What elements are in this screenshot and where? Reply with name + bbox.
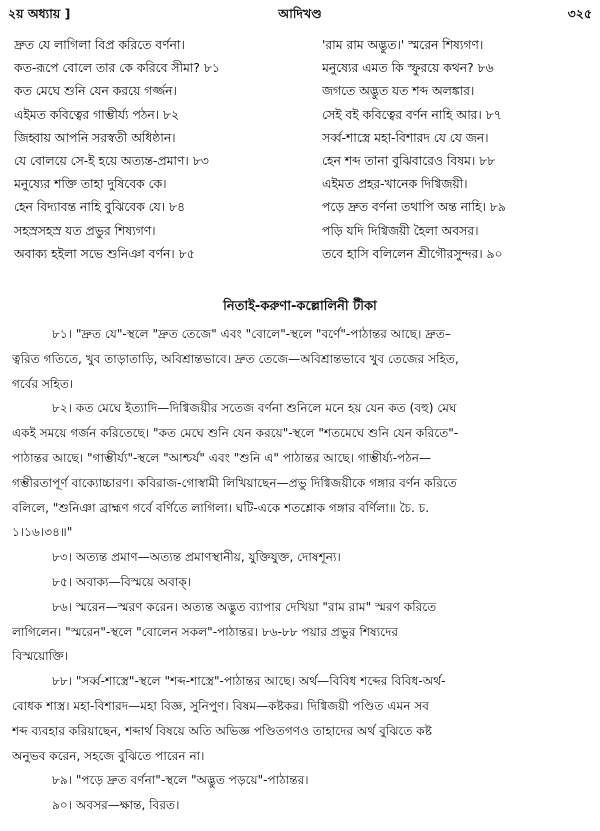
verse-line: যে বোলয়ে সে-ই হয়ে অত্যন্ত-প্রমাণ। ৮৩ [14, 153, 209, 168]
commentary-line: গর্বের সহিত। [12, 376, 74, 391]
verse-line: হেন শব্দ তানা বুঝিবারেও বিষম। ৮৮ [322, 153, 496, 168]
verse-line: এইমত প্রহর-খানেক দিগ্বিজয়ী। [322, 177, 468, 192]
page-number: ৩২৫ [567, 6, 592, 21]
commentary-line: ৮৬। স্মরেন—স্মরণ করেন। অত্যন্ত অদ্ভুত ব্যাপার দেখিয়া "রাম রাম" স্মরণ করিতে [52, 599, 437, 614]
verse-line: কত মেঘে শুনি যেন করয়ে গর্জ্জন। [14, 84, 177, 99]
verse-line: তবে হাসি বলিলেন শ্রীগৌরসুন্দর। ৯০ [322, 246, 503, 261]
verse-line: অবাক্য হইলা সভে শুনিঞা বর্ণন। ৮৫ [14, 246, 195, 261]
verse-line: হেন বিদ্যাবন্ত নাহি বুঝিবেক যে। ৮৪ [14, 200, 185, 215]
verse-line: পড়ে দ্রুত বর্ণনা তথাপি অন্ত নাহি। ৮৯ [322, 200, 506, 215]
commentary-line: শব্দ ব্যবহার করিয়াছেন, শব্দার্থ বিষয়ে অতি অভিজ্ঞ পণ্ডিতগণও তাহাদের অর্থ বুঝিতে কষ্ট [12, 723, 432, 738]
verse-line: মনুষ্যের এমত কি স্ফুরয়ে কথন? ৮৬ [322, 61, 494, 76]
verse-line: জগতে অদ্ভুত যত শব্দ অলঙ্কার। [322, 84, 475, 99]
commentary-line: বলিলে, "শুনিঞা ব্রাহ্মণ গর্বে বর্ণিতে লাগিলা। ঘটি-একে শতশ্লোক গঙ্গার বর্ণিলা॥ চৈ. চ. [12, 500, 430, 515]
verse-line: 'রাম রাম অদ্ভুত।' স্মরেন শিষ্যগণ। [322, 38, 484, 52]
verse-line: এইমত কবিত্বের গাম্ভীর্য্য পঠন। ৮২ [14, 107, 180, 122]
commentary-line: পাঠান্তর আছে। "গাম্ভীর্য্য"-স্থলে "আশ্চর্য" এবং "শুনি এ" পাঠান্তর আছে। গাম্ভীর্য্য-পঠন— [12, 450, 432, 465]
running-header [8, 6, 592, 26]
commentary-line: ৮৫। অবাক্য—বিস্ময়ে অবাক্। [52, 574, 192, 589]
verse-block [14, 34, 592, 284]
verse-column-left [14, 34, 306, 266]
chapter-label: ২য় অধ্যায় ] [8, 6, 71, 21]
commentary-line: ৮৮। "সর্ব্ব-শাস্ত্রে"-স্থলে "শব্দ-শাস্ত্রে"-পাঠান্তর আছে। অর্থ—বিবিধ শব্দের বিবিধ-অর্থ- [52, 674, 446, 689]
commentary-line: ৮১। "দ্রুত যে"-স্থলে "দ্রুত তেজে" এবং "বোলে"-স্থলে "বর্ণে"-পাঠান্তর আছে। দ্রুত– [52, 327, 452, 341]
commentary-line: ৮২। কত মেঘে ইত্যাদি—দিগ্বিজয়ীর সতেজ বর্ণনা শুনিলে মনে হয় যেন কত (বহু) মেঘ [52, 401, 457, 416]
commentary-line: ৯০। অবসর—ক্ষান্ত, বিরত। [52, 798, 180, 813]
verse-line: মনুষ্যের শক্তি তাহা দুষিবেক কে। [14, 177, 167, 192]
verse-line: সেই বই কবিত্বের বর্ণন নাহি আর। ৮৭ [322, 107, 502, 122]
commentary-line: অনুভব করেন, সহজে বুঝিতে পারেন না। [12, 748, 205, 763]
commentary-line: ১।১৬।৩৪॥" [12, 525, 73, 540]
commentary-line: গম্ভীরতাপূর্ণ বাক্যোচ্চারণ। কবিরাজ-গোস্বামী লিখিয়াছেন—প্রভু দিগ্বিজয়ীকে গঙ্গার বর্ণন করিতে [12, 475, 457, 490]
verse-line: জিহ্বায় আপনি সরস্বতী অধিষ্ঠান। [14, 130, 176, 145]
commentary-line: ত্বরিত গতিতে, খুব তাড়াতাড়ি, অবিশ্রান্তভাবে। দ্রুত তেজে—অবিশ্রান্তভাবে খুব তেজের সহিত, [12, 351, 459, 366]
verse-line: কত-রূপে বোলে তার কে করিবে সীমা? ৮১ [14, 61, 220, 76]
section-title: আদিখণ্ড [278, 6, 322, 21]
commentary-line: বোধক শাস্ত্র। মহা-বিশারদ—মহা বিজ্ঞ, সুনিপুণ। বিষম—কষ্টকর। দিগ্বিজয়ী পণ্ডিত এমন সব [12, 698, 430, 713]
verse-line: পড়ি যদি দিগ্বিজয়ী হৈলা অবসর। [322, 223, 479, 238]
commentary-line: একই সময়ে গর্জন করিতেছে। "কত মেঘে শুনি যেন করয়ে"-স্থলে "শতমেঘে শুনি যেন করিতে"- [12, 426, 459, 441]
verse-line: দ্রুত যে লাগিলা বিপ্র করিতে বর্ণনা। [14, 38, 185, 52]
commentary-line: বিস্ময়োক্তি। [12, 649, 69, 664]
verse-line: সহস্রসহস্র যত প্রভুর শিষ্যগণ। [14, 223, 156, 238]
verse-column-right [322, 34, 592, 266]
commentary-line: লাগিলেন। "স্মরেন"-স্থলে "বোলেন সকল"-পাঠান্তর। ৮৬-৮৮ পয়ার প্রভুর শিষ্যদের [12, 624, 399, 639]
commentary-title: নিতাই-করুণা-কল্লোলিনী টীকা [223, 299, 377, 314]
verse-line: সর্ব্ব-শাস্ত্রে মহা-বিশারদ যে যে জন। [322, 130, 489, 145]
commentary-line: ৮৯। "পড়ে দ্রুত বর্ণনা"-স্থলে "অদ্ভুত পড়য়ে"-পাঠান্তর। [52, 773, 309, 788]
commentary-line: ৮৩। অত্যন্ত প্রমাণ—অত্যন্ত প্রমাণস্থানীয়, যুক্তিযুক্ত, দোষশূন্য। [52, 550, 341, 565]
commentary-body [12, 322, 592, 818]
